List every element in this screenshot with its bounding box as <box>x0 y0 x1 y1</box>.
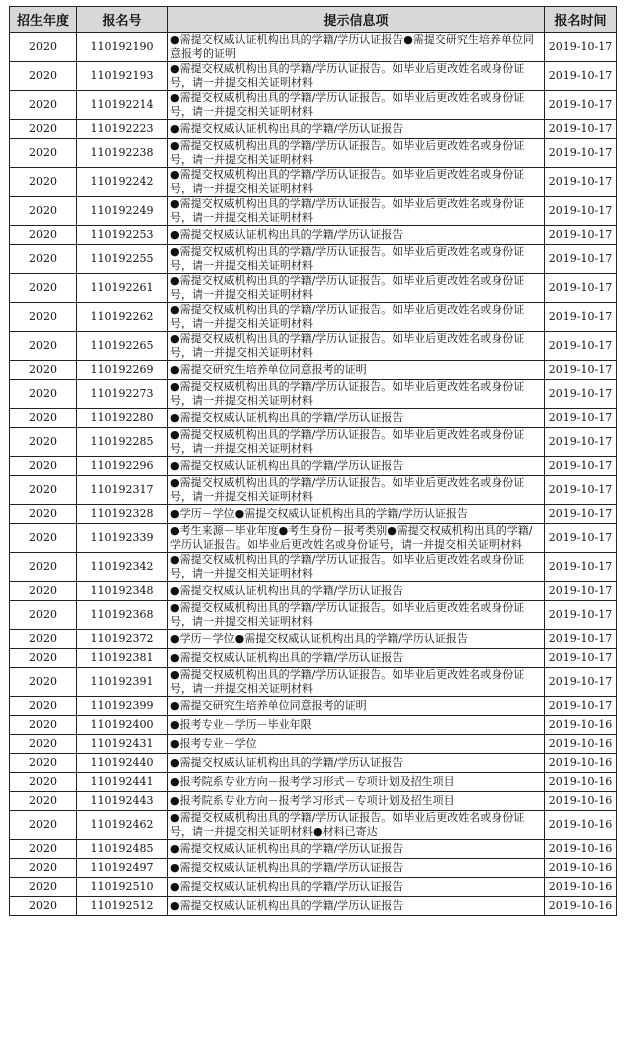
table-row <box>10 428 617 457</box>
registration-number-cell: 110192510 <box>77 878 168 897</box>
registration-number-cell: 110192214 <box>77 91 168 120</box>
date-cell: 2019-10-17 <box>545 457 617 476</box>
date-cell: 2019-10-17 <box>545 226 617 245</box>
year-cell: 2020 <box>10 524 77 553</box>
year-cell: 2020 <box>10 274 77 303</box>
table-row <box>10 716 617 735</box>
notice-cell: ●考生来源－毕业年度●考生身份－报考类别●需提交权威机构出具的学籍/学历认证报告。如毕业后更改姓名或身份证号，请一并提交相关证明材料 <box>168 524 545 553</box>
registration-number-cell: 110192512 <box>77 897 168 916</box>
table-row <box>10 582 617 601</box>
date-cell: 2019-10-17 <box>545 524 617 553</box>
notice-cell: ●需提交权威认证机构出具的学籍/学历认证报告●需提交研究生培养单位同意报考的证明 <box>168 33 545 62</box>
year-cell: 2020 <box>10 303 77 332</box>
table-row <box>10 380 617 409</box>
year-cell: 2020 <box>10 859 77 878</box>
notice-cell: ●学历－学位●需提交权威认证机构出具的学籍/学历认证报告 <box>168 630 545 649</box>
table-row <box>10 735 617 754</box>
date-cell: 2019-10-17 <box>545 245 617 274</box>
year-cell: 2020 <box>10 582 77 601</box>
notice-cell: ●需提交权威机构出具的学籍/学历认证报告。如毕业后更改姓名或身份证号，请一并提交相关证明材料 <box>168 168 545 197</box>
notice-cell: ●需提交权威机构出具的学籍/学历认证报告。如毕业后更改姓名或身份证号，请一并提交相关证明材料 <box>168 303 545 332</box>
table-row <box>10 792 617 811</box>
year-cell: 2020 <box>10 697 77 716</box>
table-row <box>10 409 617 428</box>
registration-number-cell: 110192190 <box>77 33 168 62</box>
year-cell: 2020 <box>10 139 77 168</box>
date-cell: 2019-10-17 <box>545 697 617 716</box>
year-cell: 2020 <box>10 380 77 409</box>
registration-number-cell: 110192348 <box>77 582 168 601</box>
year-cell: 2020 <box>10 409 77 428</box>
date-cell: 2019-10-17 <box>545 303 617 332</box>
registration-number-cell: 110192317 <box>77 476 168 505</box>
registration-number-cell: 110192265 <box>77 332 168 361</box>
registration-number-cell: 110192269 <box>77 361 168 380</box>
notice-cell: ●需提交权威机构出具的学籍/学历认证报告。如毕业后更改姓名或身份证号，请一并提交相关证明材料 <box>168 476 545 505</box>
registration-number-cell: 110192280 <box>77 409 168 428</box>
header-notice-items: 提示信息项 <box>168 7 545 33</box>
year-cell: 2020 <box>10 91 77 120</box>
registration-number-cell: 110192242 <box>77 168 168 197</box>
year-cell: 2020 <box>10 428 77 457</box>
table-row <box>10 139 617 168</box>
notice-cell: ●需提交权威认证机构出具的学籍/学历认证报告 <box>168 754 545 773</box>
registration-number-cell: 110192381 <box>77 649 168 668</box>
table-row <box>10 33 617 62</box>
table-row <box>10 226 617 245</box>
notice-cell: ●需提交权威认证机构出具的学籍/学历认证报告 <box>168 120 545 139</box>
year-cell: 2020 <box>10 897 77 916</box>
table-row <box>10 897 617 916</box>
notice-cell: ●需提交权威机构出具的学籍/学历认证报告。如毕业后更改姓名或身份证号，请一并提交相关证明材料 <box>168 428 545 457</box>
date-cell: 2019-10-17 <box>545 505 617 524</box>
notice-cell: ●需提交权威认证机构出具的学籍/学历认证报告 <box>168 840 545 859</box>
date-cell: 2019-10-17 <box>545 668 617 697</box>
table-row <box>10 668 617 697</box>
notice-cell: ●需提交权威机构出具的学籍/学历认证报告。如毕业后更改姓名或身份证号，请一并提交相关证明材料 <box>168 91 545 120</box>
table-row <box>10 332 617 361</box>
year-cell: 2020 <box>10 361 77 380</box>
table-row <box>10 840 617 859</box>
date-cell: 2019-10-17 <box>545 409 617 428</box>
date-cell: 2019-10-17 <box>545 553 617 582</box>
registration-number-cell: 110192339 <box>77 524 168 553</box>
date-cell: 2019-10-16 <box>545 792 617 811</box>
year-cell: 2020 <box>10 601 77 630</box>
notice-cell: ●需提交权威机构出具的学籍/学历认证报告。如毕业后更改姓名或身份证号，请一并提交相关证明材料 <box>168 332 545 361</box>
notice-cell: ●需提交权威认证机构出具的学籍/学历认证报告 <box>168 859 545 878</box>
year-cell: 2020 <box>10 476 77 505</box>
table-row <box>10 91 617 120</box>
date-cell: 2019-10-17 <box>545 601 617 630</box>
year-cell: 2020 <box>10 754 77 773</box>
registration-number-cell: 110192400 <box>77 716 168 735</box>
year-cell: 2020 <box>10 120 77 139</box>
year-cell: 2020 <box>10 878 77 897</box>
table-row <box>10 303 617 332</box>
date-cell: 2019-10-16 <box>545 859 617 878</box>
registration-number-cell: 110192328 <box>77 505 168 524</box>
table-row <box>10 168 617 197</box>
notice-cell: ●需提交权威认证机构出具的学籍/学历认证报告 <box>168 409 545 428</box>
registration-number-cell: 110192273 <box>77 380 168 409</box>
table-row <box>10 754 617 773</box>
registration-number-cell: 110192223 <box>77 120 168 139</box>
year-cell: 2020 <box>10 811 77 840</box>
notice-cell: ●需提交权威机构出具的学籍/学历认证报告。如毕业后更改姓名或身份证号，请一并提交相关证明材料 <box>168 139 545 168</box>
date-cell: 2019-10-17 <box>545 197 617 226</box>
notice-cell: ●报考专业－学位 <box>168 735 545 754</box>
notice-cell: ●需提交权威认证机构出具的学籍/学历认证报告 <box>168 457 545 476</box>
notice-cell: ●需提交权威机构出具的学籍/学历认证报告。如毕业后更改姓名或身份证号，请一并提交相关证明材料 <box>168 245 545 274</box>
notice-cell: ●需提交权威机构出具的学籍/学历认证报告。如毕业后更改姓名或身份证号，请一并提交相关证明材料●材料已寄达 <box>168 811 545 840</box>
date-cell: 2019-10-17 <box>545 62 617 91</box>
table-row <box>10 62 617 91</box>
registration-number-cell: 110192443 <box>77 792 168 811</box>
date-cell: 2019-10-17 <box>545 630 617 649</box>
year-cell: 2020 <box>10 630 77 649</box>
table-body <box>10 33 617 916</box>
year-cell: 2020 <box>10 792 77 811</box>
notice-cell: ●需提交权威认证机构出具的学籍/学历认证报告 <box>168 226 545 245</box>
notice-cell: ●需提交权威机构出具的学籍/学历认证报告。如毕业后更改姓名或身份证号，请一并提交相关证明材料 <box>168 274 545 303</box>
table-row <box>10 811 617 840</box>
registration-number-cell: 110192441 <box>77 773 168 792</box>
registration-number-cell: 110192285 <box>77 428 168 457</box>
date-cell: 2019-10-17 <box>545 274 617 303</box>
table-row <box>10 245 617 274</box>
notice-cell: ●报考院系专业方向－报考学习形式－专项计划及招生项目 <box>168 773 545 792</box>
registration-number-cell: 110192372 <box>77 630 168 649</box>
registration-number-cell: 110192497 <box>77 859 168 878</box>
date-cell: 2019-10-16 <box>545 878 617 897</box>
notice-cell: ●需提交权威认证机构出具的学籍/学历认证报告 <box>168 649 545 668</box>
registration-number-cell: 110192485 <box>77 840 168 859</box>
registration-number-cell: 110192399 <box>77 697 168 716</box>
year-cell: 2020 <box>10 735 77 754</box>
date-cell: 2019-10-17 <box>545 120 617 139</box>
date-cell: 2019-10-17 <box>545 332 617 361</box>
date-cell: 2019-10-17 <box>545 582 617 601</box>
year-cell: 2020 <box>10 457 77 476</box>
notice-cell: ●需提交研究生培养单位同意报考的证明 <box>168 697 545 716</box>
notice-cell: ●需提交研究生培养单位同意报考的证明 <box>168 361 545 380</box>
table-row <box>10 457 617 476</box>
registration-number-cell: 110192296 <box>77 457 168 476</box>
table-row <box>10 697 617 716</box>
year-cell: 2020 <box>10 668 77 697</box>
registration-number-cell: 110192368 <box>77 601 168 630</box>
year-cell: 2020 <box>10 505 77 524</box>
date-cell: 2019-10-16 <box>545 773 617 792</box>
table-row <box>10 476 617 505</box>
year-cell: 2020 <box>10 62 77 91</box>
registration-number-cell: 110192431 <box>77 735 168 754</box>
date-cell: 2019-10-17 <box>545 428 617 457</box>
year-cell: 2020 <box>10 245 77 274</box>
notice-cell: ●需提交权威机构出具的学籍/学历认证报告。如毕业后更改姓名或身份证号，请一并提交相关证明材料 <box>168 553 545 582</box>
table-row <box>10 361 617 380</box>
table-header-row <box>10 7 617 33</box>
notice-cell: ●需提交权威认证机构出具的学籍/学历认证报告 <box>168 897 545 916</box>
notice-cell: ●学历－学位●需提交权威认证机构出具的学籍/学历认证报告 <box>168 505 545 524</box>
registration-number-cell: 110192249 <box>77 197 168 226</box>
registration-table-container <box>9 6 616 916</box>
table-row <box>10 649 617 668</box>
date-cell: 2019-10-17 <box>545 649 617 668</box>
notice-cell: ●需提交权威机构出具的学籍/学历认证报告。如毕业后更改姓名或身份证号，请一并提交相关证明材料 <box>168 62 545 91</box>
registration-number-cell: 110192440 <box>77 754 168 773</box>
date-cell: 2019-10-17 <box>545 91 617 120</box>
year-cell: 2020 <box>10 553 77 582</box>
table-row <box>10 859 617 878</box>
header-registration-number: 报名号 <box>77 7 168 33</box>
notice-cell: ●需提交权威机构出具的学籍/学历认证报告。如毕业后更改姓名或身份证号，请一并提交相关证明材料 <box>168 380 545 409</box>
date-cell: 2019-10-16 <box>545 897 617 916</box>
notice-cell: ●需提交权威机构出具的学籍/学历认证报告。如毕业后更改姓名或身份证号，请一并提交相关证明材料 <box>168 601 545 630</box>
notice-cell: ●报考专业－学历－毕业年限 <box>168 716 545 735</box>
year-cell: 2020 <box>10 332 77 361</box>
registration-number-cell: 110192193 <box>77 62 168 91</box>
table-row <box>10 274 617 303</box>
year-cell: 2020 <box>10 168 77 197</box>
notice-cell: ●需提交权威机构出具的学籍/学历认证报告。如毕业后更改姓名或身份证号，请一并提交相关证明材料 <box>168 197 545 226</box>
date-cell: 2019-10-17 <box>545 33 617 62</box>
date-cell: 2019-10-16 <box>545 735 617 754</box>
registration-number-cell: 110192261 <box>77 274 168 303</box>
year-cell: 2020 <box>10 716 77 735</box>
date-cell: 2019-10-17 <box>545 361 617 380</box>
notice-cell: ●需提交权威认证机构出具的学籍/学历认证报告 <box>168 878 545 897</box>
notice-cell: ●需提交权威机构出具的学籍/学历认证报告。如毕业后更改姓名或身份证号，请一并提交相关证明材料 <box>168 668 545 697</box>
table-row <box>10 120 617 139</box>
date-cell: 2019-10-17 <box>545 168 617 197</box>
table-row <box>10 197 617 226</box>
registration-number-cell: 110192238 <box>77 139 168 168</box>
year-cell: 2020 <box>10 840 77 859</box>
registration-number-cell: 110192462 <box>77 811 168 840</box>
registration-number-cell: 110192391 <box>77 668 168 697</box>
table-row <box>10 524 617 553</box>
table-row <box>10 505 617 524</box>
registration-table <box>9 6 617 916</box>
date-cell: 2019-10-16 <box>545 840 617 859</box>
notice-cell: ●需提交权威认证机构出具的学籍/学历认证报告 <box>168 582 545 601</box>
date-cell: 2019-10-17 <box>545 139 617 168</box>
table-row <box>10 773 617 792</box>
header-year: 招生年度 <box>10 7 77 33</box>
table-row <box>10 553 617 582</box>
year-cell: 2020 <box>10 773 77 792</box>
date-cell: 2019-10-17 <box>545 476 617 505</box>
date-cell: 2019-10-16 <box>545 716 617 735</box>
registration-number-cell: 110192342 <box>77 553 168 582</box>
date-cell: 2019-10-16 <box>545 811 617 840</box>
year-cell: 2020 <box>10 226 77 245</box>
registration-number-cell: 110192253 <box>77 226 168 245</box>
registration-number-cell: 110192255 <box>77 245 168 274</box>
header-registration-date: 报名时间 <box>545 7 617 33</box>
table-row <box>10 601 617 630</box>
year-cell: 2020 <box>10 649 77 668</box>
year-cell: 2020 <box>10 197 77 226</box>
year-cell: 2020 <box>10 33 77 62</box>
notice-cell: ●报考院系专业方向－报考学习形式－专项计划及招生项目 <box>168 792 545 811</box>
table-row <box>10 630 617 649</box>
date-cell: 2019-10-16 <box>545 754 617 773</box>
registration-number-cell: 110192262 <box>77 303 168 332</box>
table-row <box>10 878 617 897</box>
date-cell: 2019-10-17 <box>545 380 617 409</box>
